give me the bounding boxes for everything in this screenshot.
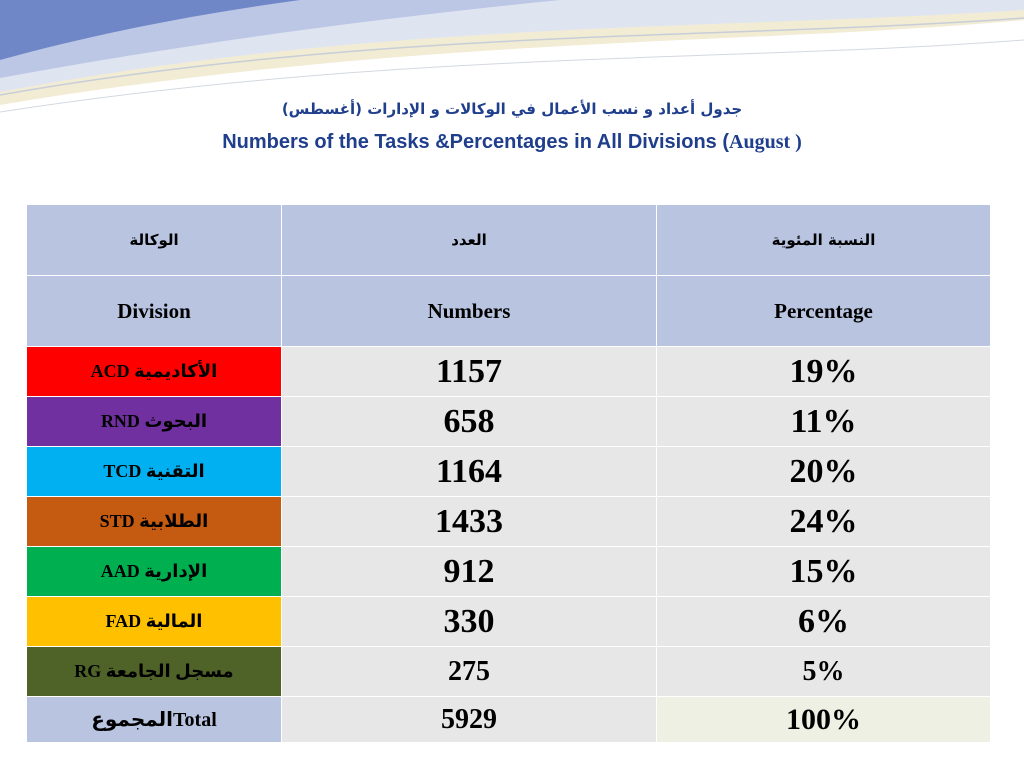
- division-cell: RND البحوث: [27, 397, 282, 447]
- header-numbers-ar: العدد: [282, 205, 657, 276]
- numbers-cell: 275: [282, 647, 657, 697]
- title-english-main: Numbers of the Tasks &Percentages in All Divisions (: [222, 131, 729, 153]
- division-cell: RG مسجل الجامعة: [27, 647, 282, 697]
- percentage-cell: 5%: [657, 647, 991, 697]
- table-row: [27, 347, 991, 397]
- percentage-cell: 6%: [657, 597, 991, 647]
- table-row: [27, 497, 991, 547]
- percentage-cell: 11%: [657, 397, 991, 447]
- table-row: [27, 397, 991, 447]
- numbers-cell: 1164: [282, 447, 657, 497]
- division-cell: STD الطلابية: [27, 497, 282, 547]
- division-cell: ACD الأكاديمية: [27, 347, 282, 397]
- table-row: [27, 597, 991, 647]
- title-arabic: جدول أعداد و نسب الأعمال في الوكالات و الإدارات (أغسطس): [281, 100, 743, 118]
- total-label-cell: المجموعTotal: [27, 697, 282, 743]
- percentage-cell: 24%: [657, 497, 991, 547]
- percentage-cell: 19%: [657, 347, 991, 397]
- header-division-ar: الوكالة: [27, 205, 282, 276]
- title-english: [0, 131, 1024, 154]
- percentage-cell: 15%: [657, 547, 991, 597]
- division-cell: TCD التقنية: [27, 447, 282, 497]
- total-numbers-cell: 5929: [282, 697, 657, 743]
- numbers-cell: 658: [282, 397, 657, 447]
- numbers-cell: 1433: [282, 497, 657, 547]
- numbers-cell: 1157: [282, 347, 657, 397]
- total-row: [27, 697, 991, 743]
- table-row: [27, 447, 991, 497]
- table-row: [27, 547, 991, 597]
- numbers-cell: 330: [282, 597, 657, 647]
- division-cell: FAD المالية: [27, 597, 282, 647]
- header-division: Division: [27, 276, 282, 347]
- header-percentage: Percentage: [657, 276, 991, 347]
- header-percentage-ar: النسبة المئوية: [657, 205, 991, 276]
- header-row-arabic: [27, 205, 991, 276]
- total-percentage-cell: 100%: [657, 697, 991, 743]
- table-row: [27, 647, 991, 697]
- title-month: August ): [729, 131, 802, 153]
- header-numbers: Numbers: [282, 276, 657, 347]
- numbers-cell: 912: [282, 547, 657, 597]
- tasks-table: [26, 204, 991, 743]
- percentage-cell: 20%: [657, 447, 991, 497]
- header-row-english: [27, 276, 991, 347]
- division-cell: AAD الإدارية: [27, 547, 282, 597]
